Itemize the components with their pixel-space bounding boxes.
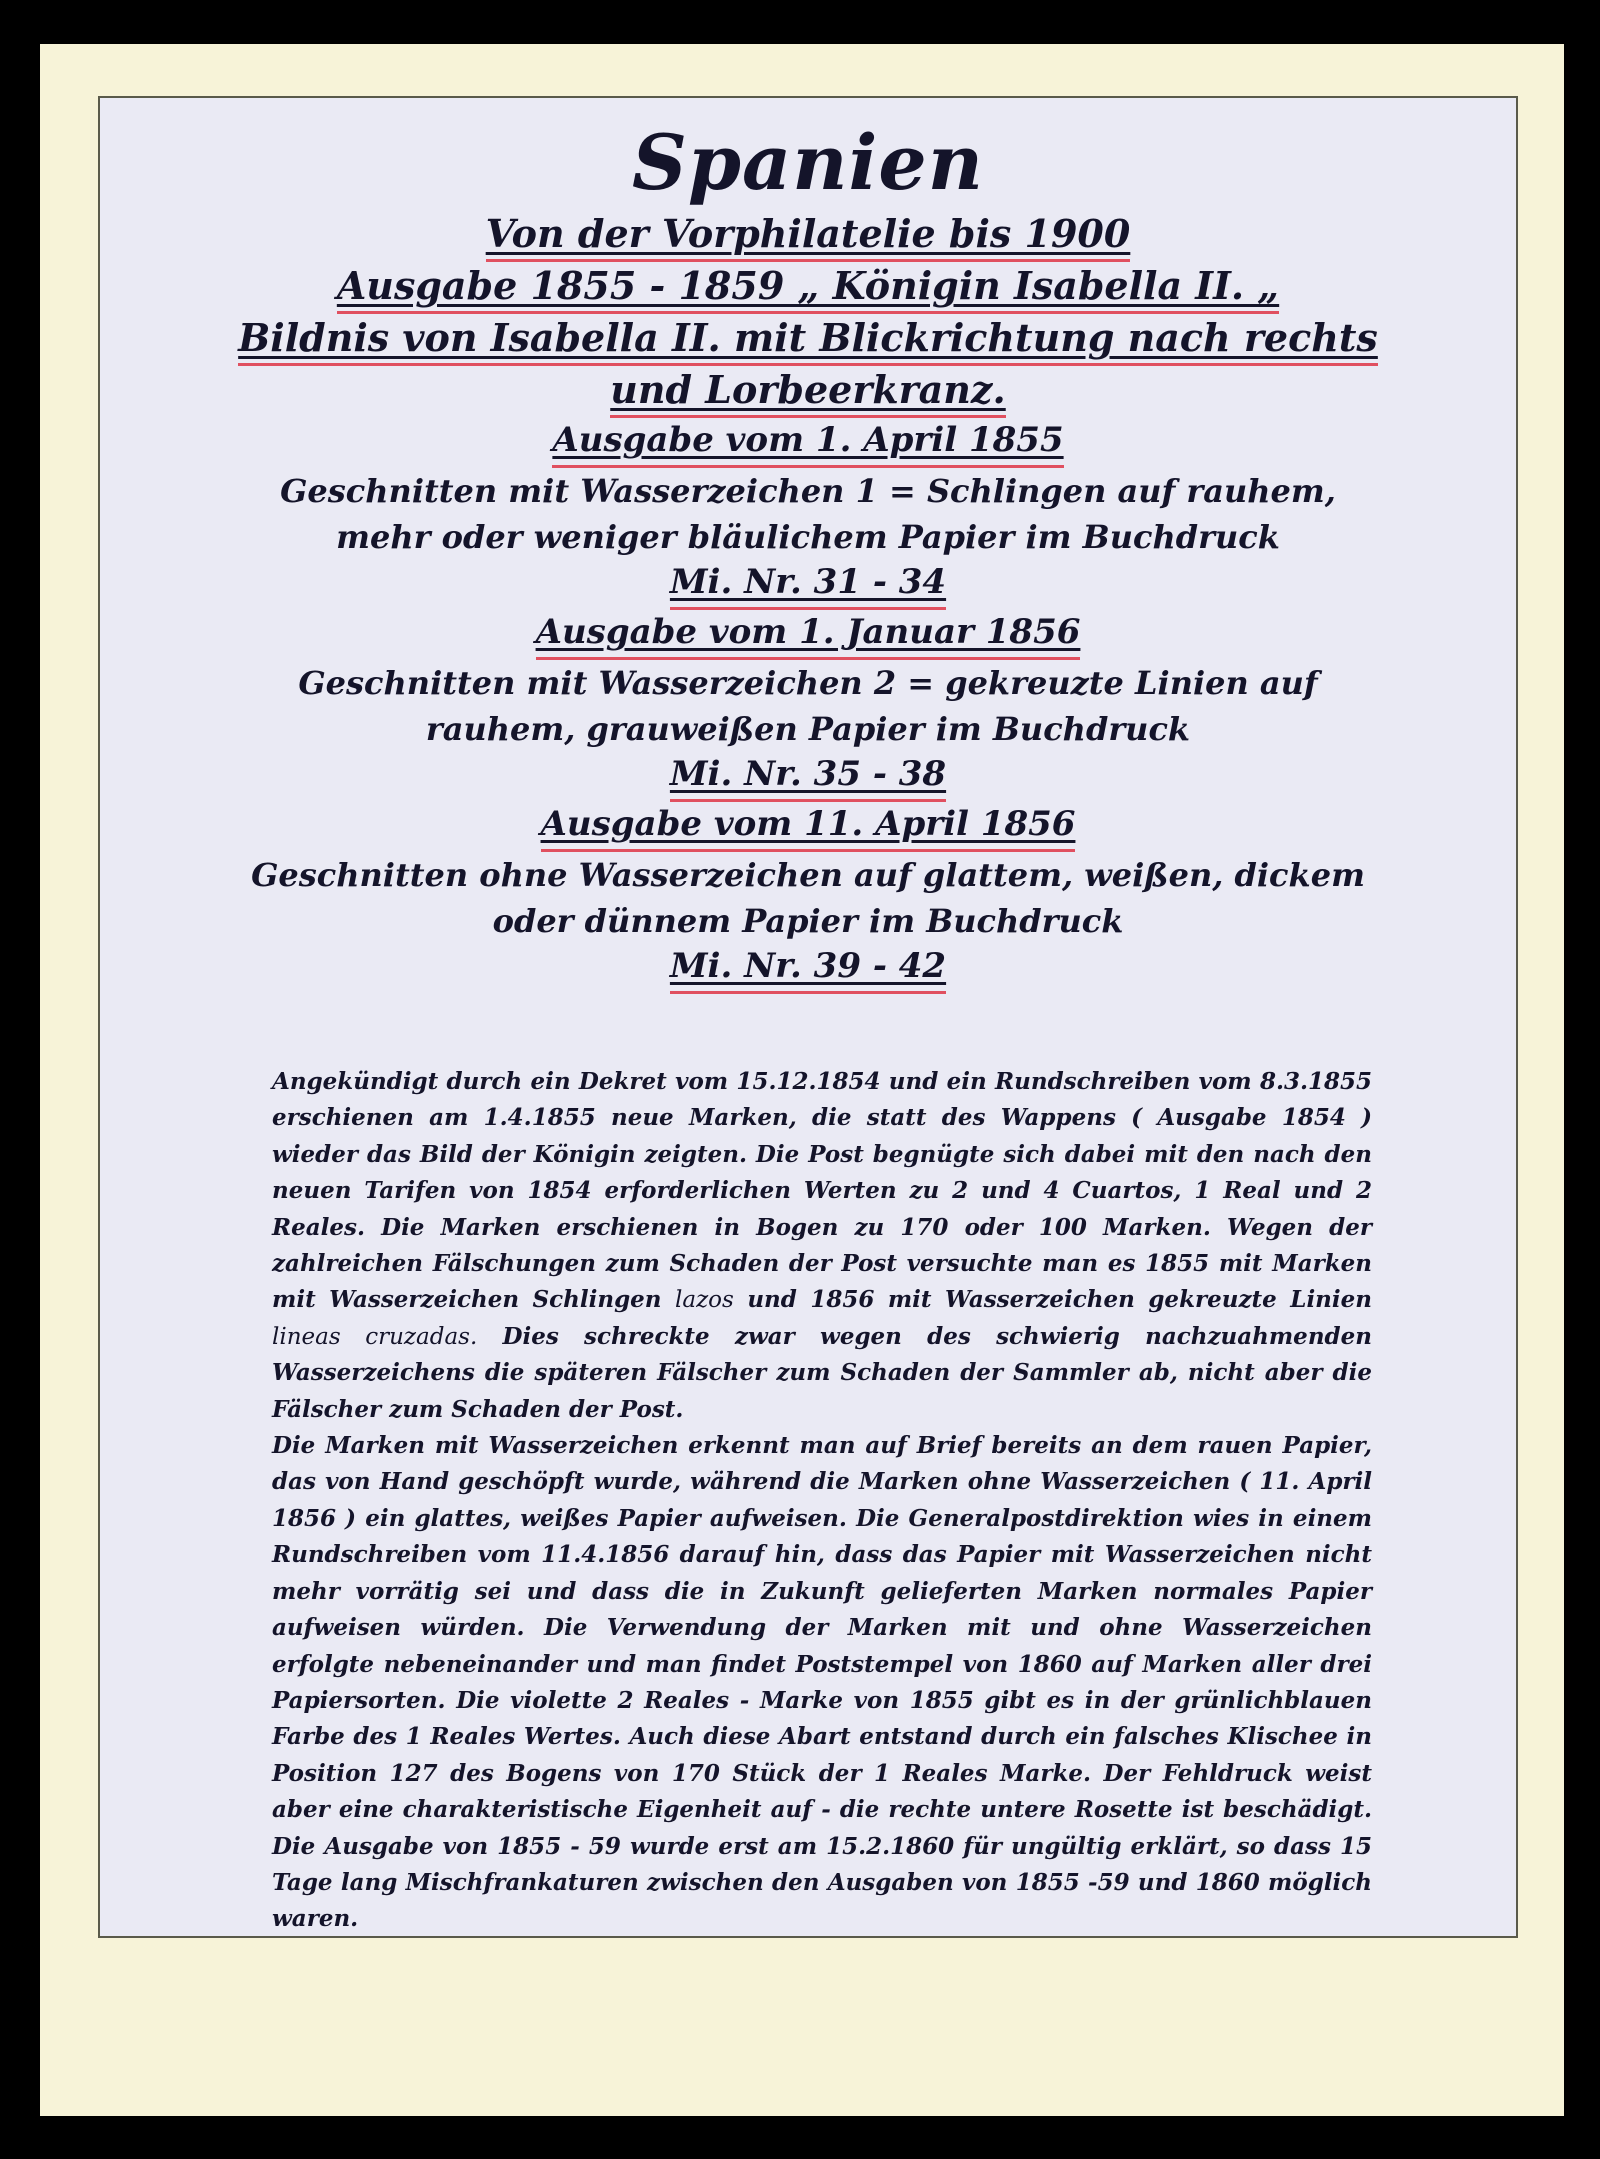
paragraph [272, 1064, 1372, 1428]
section-description: oder dünnem Papier im Buchdruck [492, 902, 1124, 940]
body-text [272, 1064, 1372, 1938]
paragraph-text: Angekündigt durch ein Dekret vom 15.12.1854 und ein Rundschreiben vom 8.3.1855 erschienen am 1.4.1855 neue Marken, die statt des Wappens ( Ausgabe 1854 ) wieder das Bild der Königin zeigten. Die Post begnügte sich dabei mit den nach den neuen Tarifen von 1854 erforderlichen Werten zu 2 und 4 Cuartos, 1 Real und 2 Reales. Die Marken erschienen in Bogen zu 170 oder 100 Marken. Wegen der zahlreichen Fälschungen zum Schaden der Post versuchte man es 1855 mit Marken mit Wasserzeichen Schlingen [272, 1068, 1372, 1314]
paragraph-text: Dies schreckte zwar wegen des schwierig nachzuahmenden Wasserzeichens die späteren Fälscher zum Schaden der Sammler ab, nicht aber die Fälscher zum Schaden der Post. [272, 1322, 1372, 1423]
catalog-number: Mi. Nr. 31 - 34 [670, 560, 946, 610]
paragraph: Die Marken mit Wasserzeichen erkennt man auf Brief bereits an dem rauen Papier, das von Hand geschöpft wurde, während die Marken ohne Wasserzeichen ( 11. April 1856 ) ein glattes, weißes Papier aufweisen. Die Generalpostdirektion wies in einem Rundschreiben vom 11.4.1856 darauf hin, dass das Papier mit Wasserzeichen nicht mehr vorrätig sei und dass die in Zukunft gelieferten Marken normales Papier aufweisen würden. Die Verwendung der Marken mit und ohne Wasserzeichen erfolgte nebeneinander und man findet Poststempel von 1860 auf Marken aller drei Papiersorten. Die violette 2 Reales - Marke von 1855 gibt es in der grünlichblauen Farbe des 1 Reales Wertes. Auch diese Abart entstand durch ein falsches Klischee in Position 127 des Bogens von 170 Stück der 1 Reales Marke. Der Fehldruck weist aber eine charakteristische Eigenheit auf - die rechte untere Rosette ist beschädigt. Die Ausgabe von 1855 - 59 wurde erst am 15.2.1860 für ungültig erklärt, so dass 15 Tage lang Mischfrankaturen zwischen den Ausgaben von 1855 -59 und 1860 möglich waren. [272, 1432, 1372, 1933]
subtitle: Von der Vorphilatelie bis 1900 [486, 212, 1131, 262]
section-description: mehr oder weniger bläulichem Papier im Buchdruck [336, 518, 1280, 556]
section-description: Geschnitten ohne Wasserzeichen auf glattem, weißen, dickem [251, 856, 1365, 894]
section-heading: Ausgabe vom 1. Januar 1856 [536, 610, 1081, 660]
page-title: Spanien [631, 118, 984, 207]
foreign-term: lazos [675, 1287, 734, 1314]
section-description: Geschnitten mit Wasserzeichen 2 = gekreuzte Linien auf [298, 664, 1318, 702]
text-panel [98, 96, 1518, 1938]
foreign-term: lineas cruzadas. [272, 1323, 478, 1350]
section-description: rauhem, grauweißen Papier im Buchdruck [425, 710, 1191, 748]
catalog-number: Mi. Nr. 35 - 38 [670, 752, 946, 802]
section-description: Geschnitten mit Wasserzeichen 1 = Schlingen auf rauhem, [280, 472, 1336, 510]
portrait-line-2: und Lorbeerkranz. [610, 368, 1006, 418]
heading-block [100, 116, 1516, 994]
paragraph-text: und 1856 mit Wasserzeichen gekreuzte Linien [747, 1286, 1372, 1314]
section-heading: Ausgabe vom 11. April 1856 [541, 802, 1076, 852]
portrait-line-1: Bildnis von Isabella II. mit Blickrichtung nach rechts [238, 316, 1378, 366]
section-heading: Ausgabe vom 1. April 1855 [552, 418, 1063, 468]
catalog-number: Mi. Nr. 39 - 42 [670, 944, 946, 994]
album-page [40, 44, 1564, 2116]
issue-heading: Ausgabe 1855 - 1859 „ Königin Isabella II. „ [337, 264, 1279, 314]
